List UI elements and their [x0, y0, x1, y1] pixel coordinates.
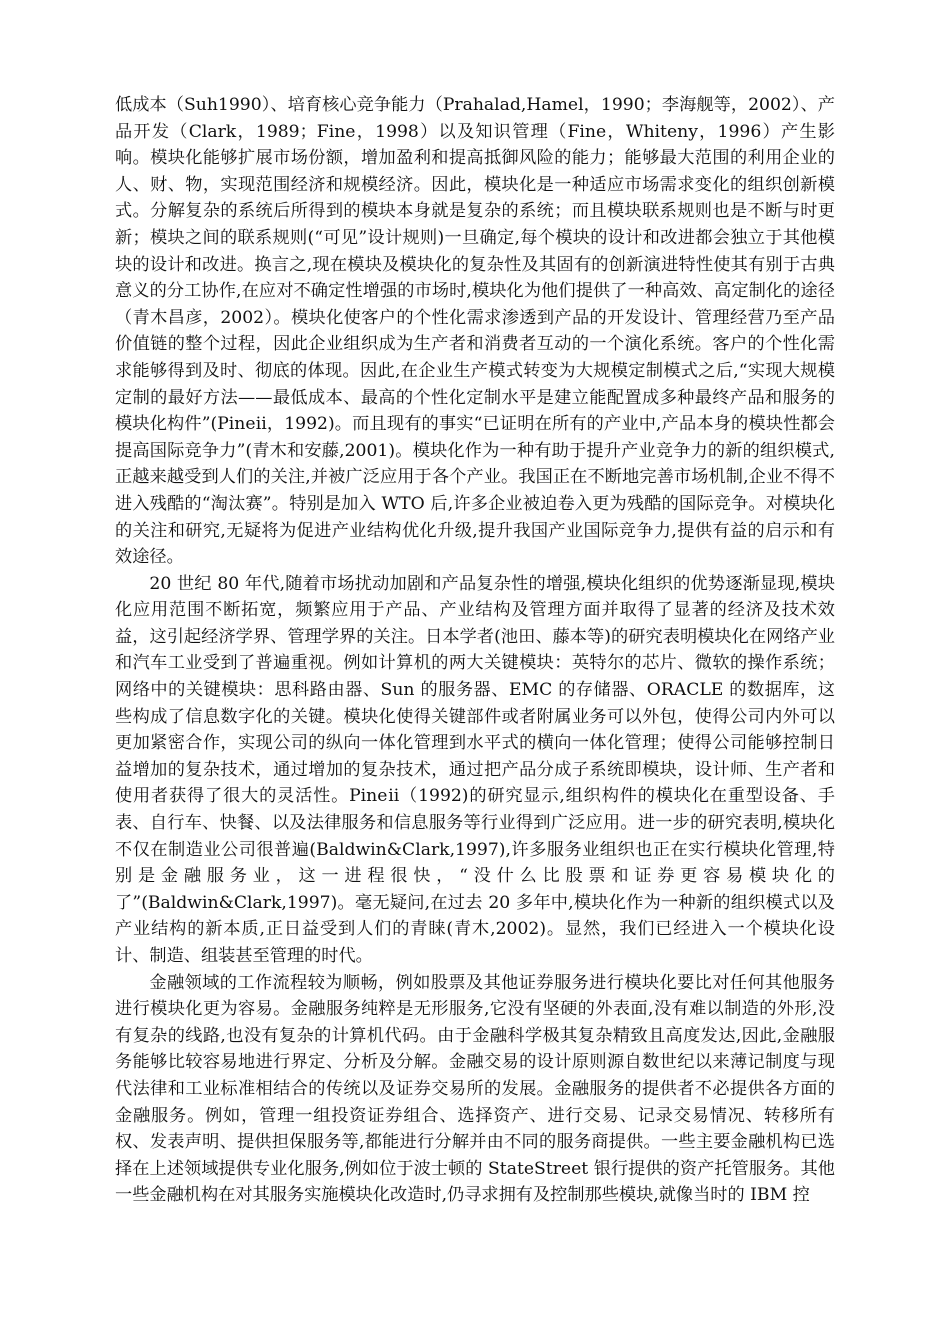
- paragraph-2: 20 世纪 80 年代,随着市场扰动加剧和产品复杂性的增强,模块化组织的优势逐渐显现,模块化应用范围不断拓宽，频繁应用于产品、产业结构及管理方面并取得了显著的经济及技术效益，这引起经济学界、管理学界的关注。日本学者(池田、藤本等)的研究表明模块化在网络产业和汽车工业受到了普遍重视。例如计算机的两大关键模块：英特尔的芯片、微软的操作系统；网络中的关键模块：思科路由器、Sun 的服务器、EMC 的存储器、ORACLE 的数据库，这些构成了信息数字化的关键。模块化使得关键部件或者附属业务可以外包，使得公司内外可以更加紧密合作，实现公司的纵向一体化管理到水平式的横向一体化管理；使得公司能够控制日益增加的复杂技术，通过增加的复杂技术，通过把产品分成子系统即模块，设计师、生产者和使用者获得了很大的灵活性。Pineⅱ（1992)的研究显示,组织构件的模块化在重型设备、手表、自行车、快餐、以及法律服务和信息服务等行业得到广泛应用。进一步的研究表明,模块化不仅在制造业公司很普遍(Baldwin&Clark,1997),许多服务业组织也正在实行模块化管理,特别是金融服务业，这一进程很快，“没什么比股票和证券更容易模块化的了”(Baldwin&Clark,1997)。毫无疑问,在过去 20 多年中,模块化作为一种新的组织模式以及产业结构的新本质,正日益受到人们的青睐(青木,2002)。显然，我们已经进入一个模块化设计、制造、组装甚至管理的时代。: [115, 573, 835, 966]
- paragraph-1: 低成本（Suh1990）、培育核心竞争能力（Prahalad,Hamel，1990；李海舰等，2002）、产品开发（Clark，1989；Fine，1998）以及知识管理（Fine，Whiteny，1996）产生影响。模块化能够扩展市场份额，增加盈利和提高抵御风险的能力；能够最大范围的利用企业的人、财、物，实现范围经济和规模经济。因此，模块化是一种适应市场需求变化的组织创新模式。分解复杂的系统后所得到的模块本身就是复杂的系统；而且模块联系规则也是不断与时更新；模块之间的联系规则(“可见”设计规则)一旦确定,每个模块的设计和改进都会独立于其他模块的设计和改进。换言之,现在模块及模块化的复杂性及其固有的创新演进特性使其有别于古典意义的分工协作,在应对不确定性增强的市场时,模块化为他们提供了一种高效、高定制化的途径（青木昌彦，2002）。模块化使客户的个性化需求渗透到产品的开发设计、管理经营乃至产品价值链的整个过程，因此企业组织成为生产者和消费者互动的一个演化系统。客户的个性化需求能够得到及时、彻底的体现。因此,在企业生产模式转变为大规模定制模式之后,“实现大规模定制的最好方法——最低成本、最高的个性化定制水平是建立能配置成多种最终产品和服务的模块化构件”(Pineⅱ，1992)。而且现有的事实“已证明在所有的产业中,产品本身的模块性都会提高国际竞争力”(青木和安藤,2001)。模块化作为一种有助于提升产业竞争力的新的组织模式,正越来越受到人们的关注,并被广泛应用于各个产业。我国正在不断地完善市场机制,企业不得不进入残酷的“淘汰赛”。特别是加入 WTO 后,许多企业被迫卷入更为残酷的国际竞争。对模块化的关注和研究,无疑将为促进产业结构优化升级,提升我国产业国际竞争力,提供有益的启示和有效途径。: [115, 95, 835, 568]
- paragraph-3: 金融领域的工作流程较为顺畅，例如股票及其他证券服务进行模块化要比对任何其他服务进行模块化更为容易。金融服务纯粹是无形服务,它没有坚硬的外表面,没有难以制造的外形,没有复杂的线路,也没有复杂的计算机代码。由于金融科学极其复杂精致且高度发达,因此,金融服务能够比较容易地进行界定、分析及分解。金融交易的设计原则源自数世纪以来薄记制度与现代法律和工业标准相结合的传统以及证券交易所的发展。金融服务的提供者不必提供各方面的金融服务。例如，管理一组投资证券组合、选择资产、进行交易、记录交易情况、转移所有权、发表声明、提供担保服务等,都能进行分解并由不同的服务商提供。一些主要金融机构已选择在上述领域提供专业化服务,例如位于波士顿的 StateStreet 银行提供的资产托管服务。其他一些金融机构在对其服务实施模块化改造时,仍寻求拥有及控制那些模块,就像当时的 IBM 控: [115, 972, 835, 1206]
- document-page: [115, 92, 835, 1209]
